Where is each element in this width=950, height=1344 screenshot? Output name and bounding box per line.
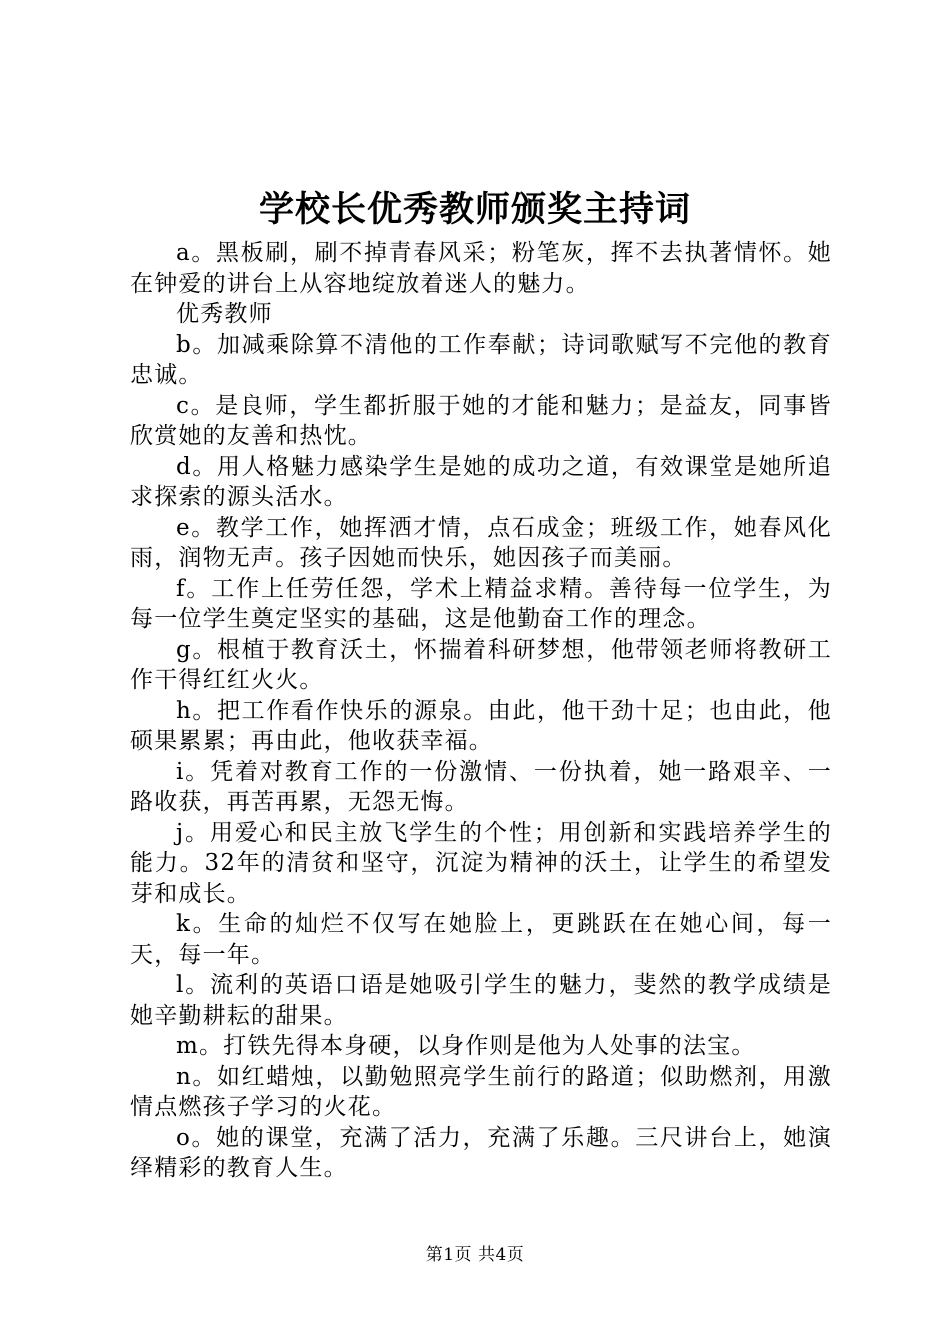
paragraph: f。工作上任劳任怨，学术上精益求精。善待每一位学生，为每一位学生奠定坚实的基础，这是他勤奋工作的理念。 bbox=[130, 575, 832, 632]
paragraph: c。是良师，学生都折服于她的才能和魅力；是益友，同事皆欣赏她的友善和热忱。 bbox=[130, 392, 832, 449]
paragraph: j。用爱心和民主放飞学生的个性；用创新和实践培养学生的能力。32年的清贫和坚守，沉淀为精神的沃土，让学生的希望发芽和成长。 bbox=[130, 819, 832, 907]
paragraph: b。加减乘除算不清他的工作奉献；诗词歌赋写不完他的教育忠诚。 bbox=[130, 331, 832, 388]
paragraph: m。打铁先得本身硬，以身作则是他为人处事的法宝。 bbox=[176, 1033, 756, 1059]
paragraph: o。她的课堂，充满了活力，充满了乐趣。三尺讲台上，她演绎精彩的教育人生。 bbox=[130, 1124, 832, 1181]
document-title: 学校长优秀教师颁奖主持词 bbox=[258, 189, 691, 230]
paragraph: i。凭着对教育工作的一份激情、一份执着，她一路艰辛、一路收获，再苦再累，无怨无悔。 bbox=[130, 758, 832, 815]
document-body bbox=[130, 238, 832, 1184]
paragraph: h。把工作看作快乐的源泉。由此，他干劲十足；也由此，他硕果累累；再由此，他收获幸福。 bbox=[130, 697, 832, 754]
paragraph: a。黑板刷，刷不掉青春风采；粉笔灰，挥不去执著情怀。她在钟爱的讲台上从容地绽放着迷人的魅力。 bbox=[130, 240, 832, 297]
paragraph: n。如红蜡烛，以勤勉照亮学生前行的路道；似助燃剂，用激情点燃孩子学习的火花。 bbox=[130, 1063, 832, 1120]
page-footer: 第1页 共4页 bbox=[425, 1245, 525, 1265]
paragraph: e。教学工作，她挥洒才情，点石成金；班级工作，她春风化雨，润物无声。孩子因她而快乐，她因孩子而美丽。 bbox=[130, 514, 832, 571]
paragraph: l。流利的英语口语是她吸引学生的魅力，斐然的教学成绩是她辛勤耕耘的甜果。 bbox=[130, 972, 832, 1029]
paragraph: d。用人格魅力感染学生是她的成功之道，有效课堂是她所追求探索的源头活水。 bbox=[130, 453, 832, 510]
paragraph: g。根植于教育沃土，怀揣着科研梦想，他带领老师将教研工作干得红红火火。 bbox=[130, 636, 832, 693]
paragraph: k。生命的灿烂不仅写在她脸上，更跳跃在在她心间，每一天，每一年。 bbox=[130, 911, 832, 968]
paragraph: 优秀教师 bbox=[176, 301, 273, 327]
